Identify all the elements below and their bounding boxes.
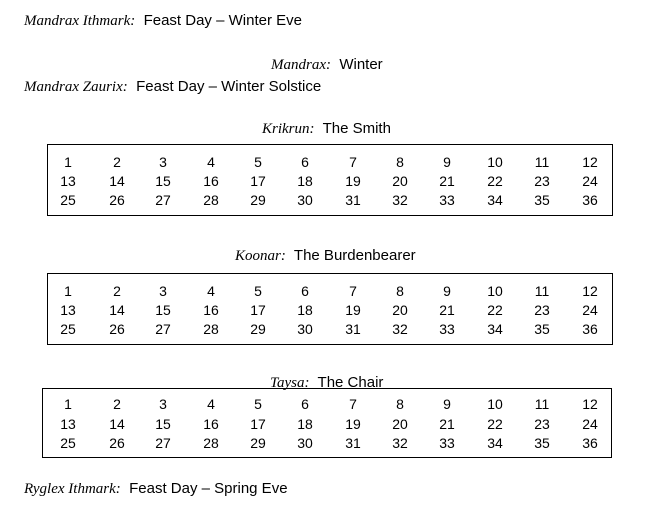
day-number: 28	[203, 321, 219, 337]
week-description: The Smith	[322, 120, 391, 137]
day-number: 32	[392, 192, 408, 208]
day-number: 14	[109, 173, 125, 189]
day-number: 28	[203, 435, 219, 451]
day-number: 16	[203, 302, 219, 318]
day-number: 2	[113, 396, 121, 412]
day-number: 20	[392, 173, 408, 189]
day-number: 6	[301, 154, 309, 170]
day-number: 21	[439, 416, 455, 432]
day-number: 32	[392, 435, 408, 451]
day-grid-koonar	[47, 273, 613, 345]
day-number: 34	[487, 321, 503, 337]
day-number: 5	[254, 396, 262, 412]
day-number: 5	[254, 283, 262, 299]
day-number: 1	[64, 154, 72, 170]
day-number: 14	[109, 302, 125, 318]
day-number: 27	[155, 321, 171, 337]
day-number: 11	[534, 154, 550, 170]
day-number: 27	[155, 192, 171, 208]
day-number: 23	[534, 302, 550, 318]
day-number: 17	[250, 416, 266, 432]
week-description: The Chair	[317, 374, 384, 391]
day-number: 31	[345, 321, 361, 337]
day-number: 17	[250, 173, 266, 189]
day-number: 23	[534, 173, 550, 189]
day-number: 4	[207, 283, 215, 299]
day-number: 2	[113, 154, 121, 170]
day-number: 30	[297, 435, 313, 451]
day-number: 29	[250, 192, 266, 208]
day-number: 33	[439, 435, 455, 451]
day-number: 8	[396, 396, 404, 412]
day-number: 26	[109, 321, 125, 337]
day-number: 5	[254, 154, 262, 170]
entry-name: Mandrax:	[271, 57, 331, 73]
day-number: 3	[159, 396, 167, 412]
entry-description: Feast Day – Winter Eve	[143, 12, 302, 29]
day-number: 35	[534, 192, 550, 208]
day-number: 29	[250, 435, 266, 451]
day-number: 18	[297, 302, 313, 318]
day-number: 19	[345, 302, 361, 318]
day-number: 17	[250, 302, 266, 318]
day-number: 22	[487, 416, 503, 432]
day-number: 25	[60, 435, 76, 451]
day-number: 25	[60, 321, 76, 337]
day-number: 30	[297, 192, 313, 208]
day-number: 25	[60, 192, 76, 208]
day-number: 9	[443, 283, 451, 299]
day-number: 14	[109, 416, 125, 432]
week-heading-krikrun	[262, 120, 391, 138]
day-number: 36	[582, 192, 598, 208]
week-name: Koonar:	[235, 248, 286, 264]
day-number: 23	[534, 416, 550, 432]
day-number: 9	[443, 154, 451, 170]
day-number: 6	[301, 283, 309, 299]
mandrax-zaurix-entry	[24, 78, 321, 96]
day-number: 10	[487, 283, 503, 299]
day-number: 12	[582, 396, 598, 412]
day-number: 18	[297, 173, 313, 189]
day-number: 26	[109, 192, 125, 208]
day-number: 35	[534, 435, 550, 451]
day-number: 7	[349, 154, 357, 170]
day-number: 34	[487, 435, 503, 451]
day-number: 16	[203, 416, 219, 432]
day-number: 13	[60, 416, 76, 432]
day-number: 31	[345, 435, 361, 451]
day-number: 29	[250, 321, 266, 337]
mandrax-ithmark-entry	[24, 12, 302, 30]
day-number: 13	[60, 302, 76, 318]
day-grid-krikrun	[47, 144, 613, 216]
day-number: 18	[297, 416, 313, 432]
day-number: 24	[582, 416, 598, 432]
day-number: 15	[155, 302, 171, 318]
day-number: 3	[159, 154, 167, 170]
entry-description: Winter	[339, 56, 383, 73]
day-number: 12	[582, 154, 598, 170]
day-number: 1	[64, 396, 72, 412]
ryglex-ithmark-entry	[24, 480, 288, 498]
day-number: 12	[582, 283, 598, 299]
day-number: 33	[439, 321, 455, 337]
day-number: 4	[207, 396, 215, 412]
entry-name: Mandrax Zaurix:	[24, 79, 128, 95]
day-number: 11	[534, 396, 550, 412]
day-number: 34	[487, 192, 503, 208]
day-number: 32	[392, 321, 408, 337]
week-name: Krikrun:	[262, 121, 315, 137]
day-number: 7	[349, 283, 357, 299]
day-number: 1	[64, 283, 72, 299]
day-number: 24	[582, 173, 598, 189]
week-description: The Burdenbearer	[293, 247, 416, 264]
day-number: 3	[159, 283, 167, 299]
day-number: 33	[439, 192, 455, 208]
day-number: 22	[487, 173, 503, 189]
week-name: Taysa:	[270, 375, 310, 391]
day-number: 28	[203, 192, 219, 208]
day-number: 6	[301, 396, 309, 412]
day-number: 13	[60, 173, 76, 189]
day-number: 35	[534, 321, 550, 337]
day-number: 16	[203, 173, 219, 189]
day-number: 4	[207, 154, 215, 170]
week-heading-koonar	[235, 247, 416, 265]
day-number: 8	[396, 154, 404, 170]
day-number: 19	[345, 416, 361, 432]
entry-description: Feast Day – Winter Solstice	[136, 78, 322, 95]
day-number: 26	[109, 435, 125, 451]
day-number: 7	[349, 396, 357, 412]
day-number: 10	[487, 396, 503, 412]
day-number: 24	[582, 302, 598, 318]
day-grid-taysa	[42, 388, 612, 458]
day-number: 15	[155, 173, 171, 189]
day-number: 9	[443, 396, 451, 412]
day-number: 2	[113, 283, 121, 299]
day-number: 21	[439, 302, 455, 318]
day-number: 20	[392, 416, 408, 432]
day-number: 30	[297, 321, 313, 337]
day-number: 36	[582, 321, 598, 337]
mandrax-entry	[271, 56, 383, 74]
entry-name: Ryglex Ithmark:	[24, 481, 121, 497]
day-number: 15	[155, 416, 171, 432]
entry-name: Mandrax Ithmark:	[24, 13, 136, 29]
day-number: 10	[487, 154, 503, 170]
day-number: 20	[392, 302, 408, 318]
day-number: 19	[345, 173, 361, 189]
day-number: 36	[582, 435, 598, 451]
day-number: 21	[439, 173, 455, 189]
day-number: 8	[396, 283, 404, 299]
day-number: 27	[155, 435, 171, 451]
week-heading-taysa	[270, 374, 383, 392]
day-number: 11	[534, 283, 550, 299]
day-number: 22	[487, 302, 503, 318]
day-number: 31	[345, 192, 361, 208]
entry-description: Feast Day – Spring Eve	[129, 480, 288, 497]
